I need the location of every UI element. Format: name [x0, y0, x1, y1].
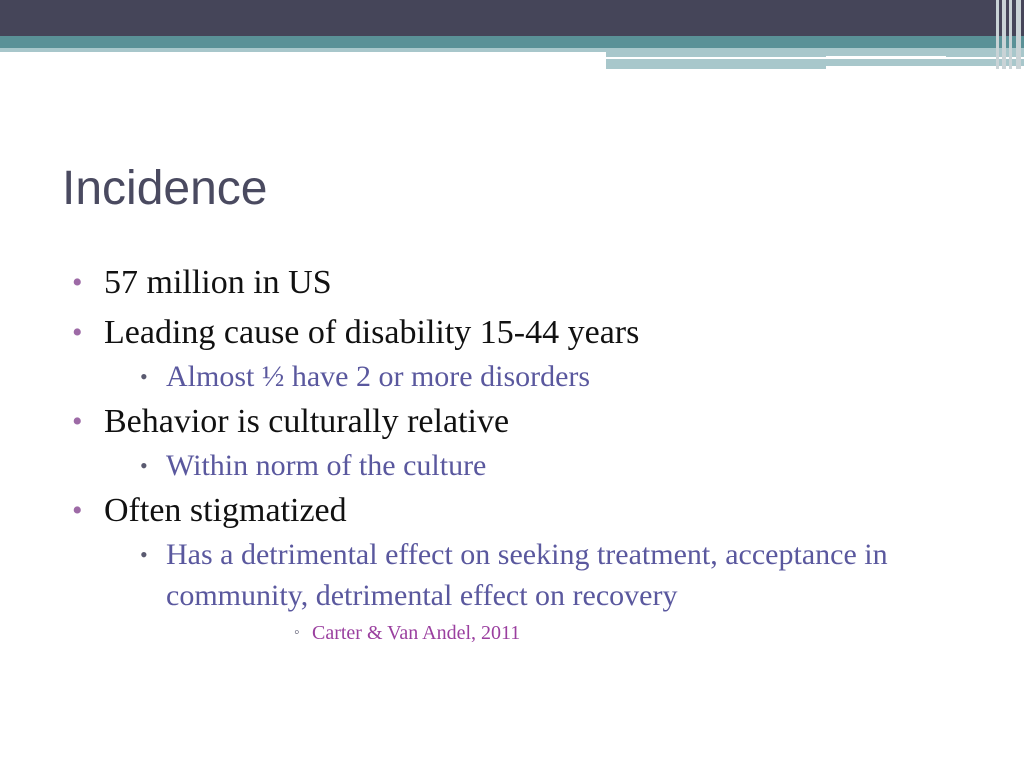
- header-teal-band: [0, 36, 1024, 48]
- bullet-text: Often stigmatized: [104, 492, 347, 529]
- bullet-item: [72, 490, 972, 532]
- bullet-icon: •: [72, 266, 83, 299]
- bullet-text: Leading cause of disability 15-44 years: [104, 314, 640, 351]
- header-dark-bar: [0, 0, 1024, 36]
- header-accent-gap: [826, 56, 946, 59]
- header-accent-stripe: [606, 48, 1024, 57]
- sub-bullet-icon: •: [140, 364, 148, 389]
- slide-body: [72, 262, 972, 646]
- sub-bullet-text: Has a detrimental effect on seeking treatment, acceptance in community, detrimental effect on recovery: [166, 538, 888, 612]
- header-teal-line: [0, 48, 606, 52]
- citation-text: Carter & Van Andel, 2011: [312, 622, 521, 644]
- bullet-item: [72, 262, 972, 304]
- bullet-icon: •: [72, 494, 83, 527]
- slide-title: Incidence: [62, 162, 268, 215]
- bullet-item: [72, 312, 972, 354]
- header-vertical-stripes: [994, 0, 1024, 69]
- bullet-icon: •: [72, 405, 83, 438]
- sub-bullet-item: [72, 445, 972, 486]
- bullet-text: Behavior is culturally relative: [104, 403, 510, 440]
- sub-bullet-item: [72, 534, 972, 616]
- sub-bullet-text: Almost ½ have 2 or more disorders: [166, 360, 591, 393]
- citation-bullet-icon: ◦: [294, 624, 300, 641]
- bullet-icon: •: [72, 316, 83, 349]
- sub-bullet-item: [72, 356, 972, 397]
- citation-item: [72, 620, 972, 646]
- bullet-item: [72, 401, 972, 443]
- bullet-text: 57 million in US: [104, 264, 332, 301]
- sub-bullet-text: Within norm of the culture: [166, 449, 487, 482]
- sub-bullet-icon: •: [140, 453, 148, 478]
- sub-bullet-icon: •: [140, 542, 148, 567]
